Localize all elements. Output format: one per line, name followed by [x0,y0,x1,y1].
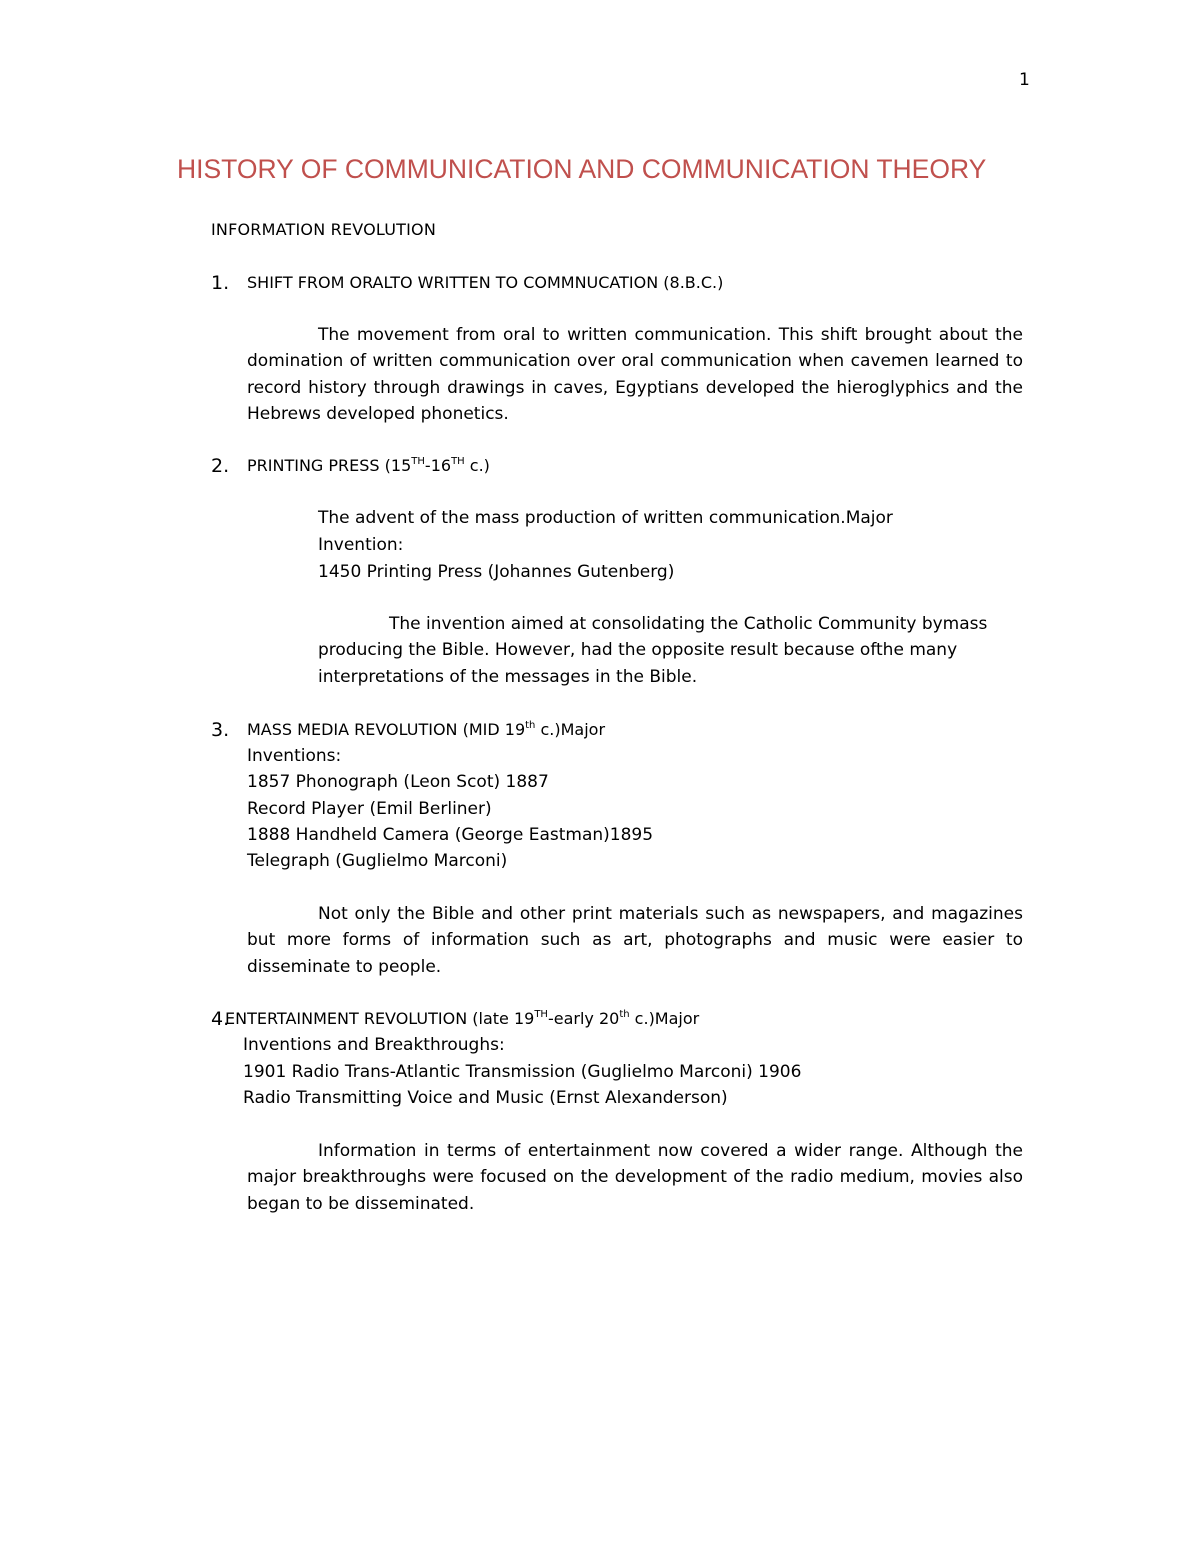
text-line: Radio Transmitting Voice and Music (Ernst Alexanderson) [243,1088,728,1108]
section-number: 3. [211,719,230,741]
section-paragraph: Information in terms of entertainment now covered a wider range. Although the major breakthroughs were focused on the development of the radio medium, movies also began to be disseminated. [247,1141,1023,1214]
text-line: 1901 Radio Trans-Atlantic Transmission (Guglielmo Marconi) 1906 [243,1062,802,1082]
text-line: Telegraph (Guglielmo Marconi) [247,851,508,871]
text-line: Invention: [318,535,404,555]
section-heading: MASS MEDIA REVOLUTION (MID 19th c.)Major [247,719,606,739]
section-paragraph: The invention aimed at consolidating the Catholic Community bymass producing the Bible. However, had the opposite result because ofthe many interpretations of the messages in the Bible. [318,614,988,687]
text-line: 1857 Phonograph (Leon Scot) 1887 [247,772,549,792]
text-line: Inventions: [247,746,342,766]
text-line: Inventions and Breakthroughs: [243,1035,505,1055]
section-heading: SHIFT FROM ORALTO WRITTEN TO COMMNUCATION (8.B.C.) [247,273,724,292]
section-number: 1. [211,272,230,294]
page-number: 1 [1019,70,1030,90]
section-paragraph: Not only the Bible and other print materials such as newspapers, and magazines but more forms of information such as art, photographs and music were easier to disseminate to people. [247,904,1023,977]
text-line: 1450 Printing Press (Johannes Gutenberg) [318,562,675,582]
document-title: HISTORY OF COMMUNICATION AND COMMUNICATION THEORY [177,154,987,184]
section-paragraph: The movement from oral to written communication. This shift brought about the domination of written communication over oral communication when cavemen learned to record history through drawings in caves, Egyptians developed the hieroglyphics and the Hebrews developed phonetics. [247,325,1023,424]
section-number: 2. [211,455,230,477]
section-number: 4. [211,1008,230,1030]
text-line: The advent of the mass production of written communication.Major [318,508,893,528]
section-heading: PRINTING PRESS (15TH-16TH c.) [247,455,490,475]
section-subtitle: INFORMATION REVOLUTION [211,220,437,239]
text-line: Record Player (Emil Berliner) [247,799,492,819]
section-heading: ENTERTAINMENT REVOLUTION (late 19TH-early 20th c.)Major [225,1008,700,1028]
text-line: 1888 Handheld Camera (George Eastman)1895 [247,825,654,845]
